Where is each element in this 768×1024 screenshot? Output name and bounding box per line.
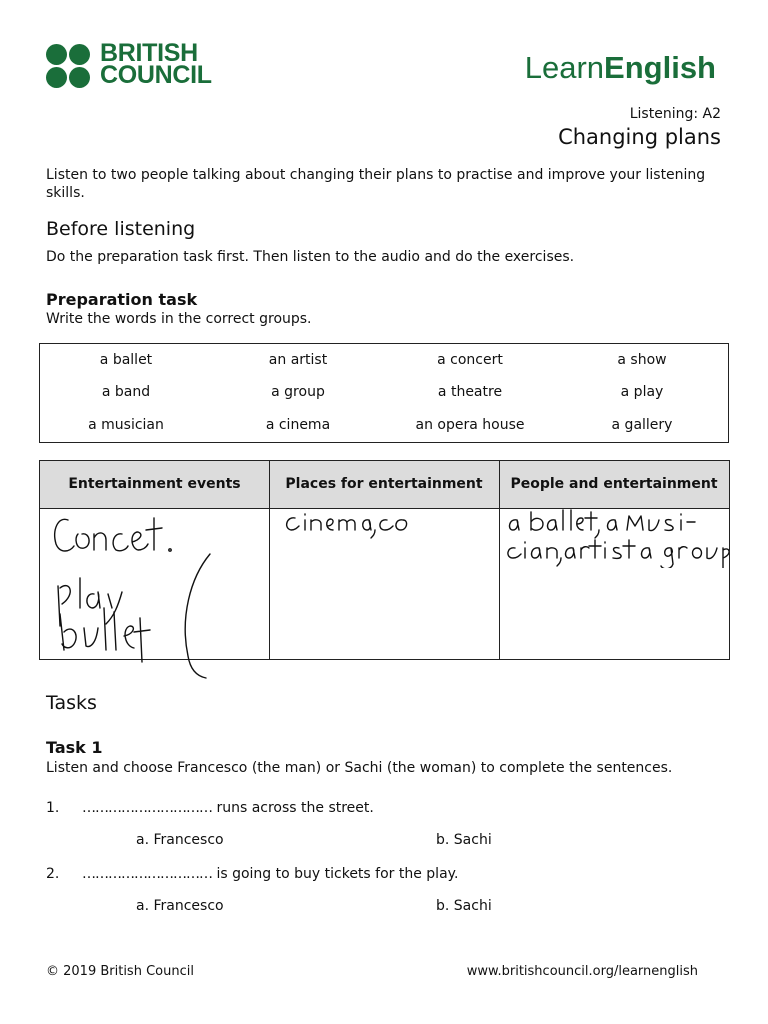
- level-label: Listening: A2: [629, 106, 721, 122]
- option-b[interactable]: b. Sachi: [436, 898, 492, 914]
- option-b[interactable]: b. Sachi: [436, 832, 492, 848]
- answer-blank[interactable]: …………………………: [82, 800, 212, 816]
- before-listening-heading: Before listening: [46, 218, 196, 240]
- question-text: is going to buy tickets for the play.: [216, 866, 459, 882]
- option-a[interactable]: a. Francesco: [136, 832, 224, 848]
- task1-instruction: Listen and choose Francesco (the man) or Sachi (the woman) to complete the sentences.: [46, 760, 673, 776]
- handwriting-people-cell[interactable]: [499, 508, 729, 568]
- word-item: a cinema: [265, 417, 331, 433]
- option-a[interactable]: a. Francesco: [136, 898, 224, 914]
- handwriting-places-cell[interactable]: [269, 508, 499, 568]
- british-council-logo-icon: [46, 44, 94, 88]
- word-box: [39, 343, 729, 443]
- british-council-wordmark: [100, 39, 212, 89]
- word-item: a theatre: [437, 384, 503, 400]
- column-header-people: People and entertainment: [510, 476, 718, 492]
- question-sentence: [82, 866, 458, 882]
- question-sentence: [82, 800, 374, 816]
- answer-blank[interactable]: …………………………: [82, 866, 212, 882]
- brand-bold: English: [604, 50, 716, 85]
- groups-table: [39, 460, 730, 660]
- word-item: a show: [617, 352, 667, 368]
- intro-text: Listen to two people talking about changing their plans to practise and improve your listening skills.: [46, 167, 706, 201]
- before-listening-text: Do the preparation task first. Then listen to the audio and do the exercises.: [46, 249, 575, 265]
- word-item: an opera house: [415, 417, 525, 433]
- page-title: Changing plans: [558, 125, 721, 149]
- preparation-heading: Preparation task: [46, 290, 198, 309]
- word-item: a band: [101, 384, 151, 400]
- word-item: a play: [620, 384, 664, 400]
- logo-line-1: BRITISH: [100, 39, 198, 67]
- word-item: a group: [271, 384, 325, 400]
- tasks-heading: Tasks: [46, 692, 97, 714]
- footer-copyright: © 2019 British Council: [46, 964, 194, 979]
- word-item: a concert: [437, 352, 503, 368]
- brand-light: Learn: [524, 50, 605, 85]
- footer-url[interactable]: www.britishcouncil.org/learnenglish: [466, 964, 698, 979]
- preparation-instruction: Write the words in the correct groups.: [46, 311, 312, 327]
- question-number: 2.: [46, 866, 60, 882]
- table-header-row: [40, 461, 729, 509]
- word-item: a ballet: [99, 352, 153, 368]
- learnenglish-logo: [525, 50, 716, 86]
- word-item: a musician: [88, 417, 164, 433]
- word-item: a gallery: [611, 417, 673, 433]
- question-number: 1.: [46, 800, 60, 816]
- handwriting-events-cell[interactable]: [40, 508, 269, 683]
- word-item: an artist: [268, 352, 328, 368]
- question-text: runs across the street.: [216, 800, 374, 816]
- logo-line-2: COUNCIL: [100, 61, 212, 89]
- task1-heading: Task 1: [46, 738, 103, 757]
- column-header-places: Places for entertainment: [285, 476, 483, 492]
- column-header-events: Entertainment events: [68, 476, 241, 492]
